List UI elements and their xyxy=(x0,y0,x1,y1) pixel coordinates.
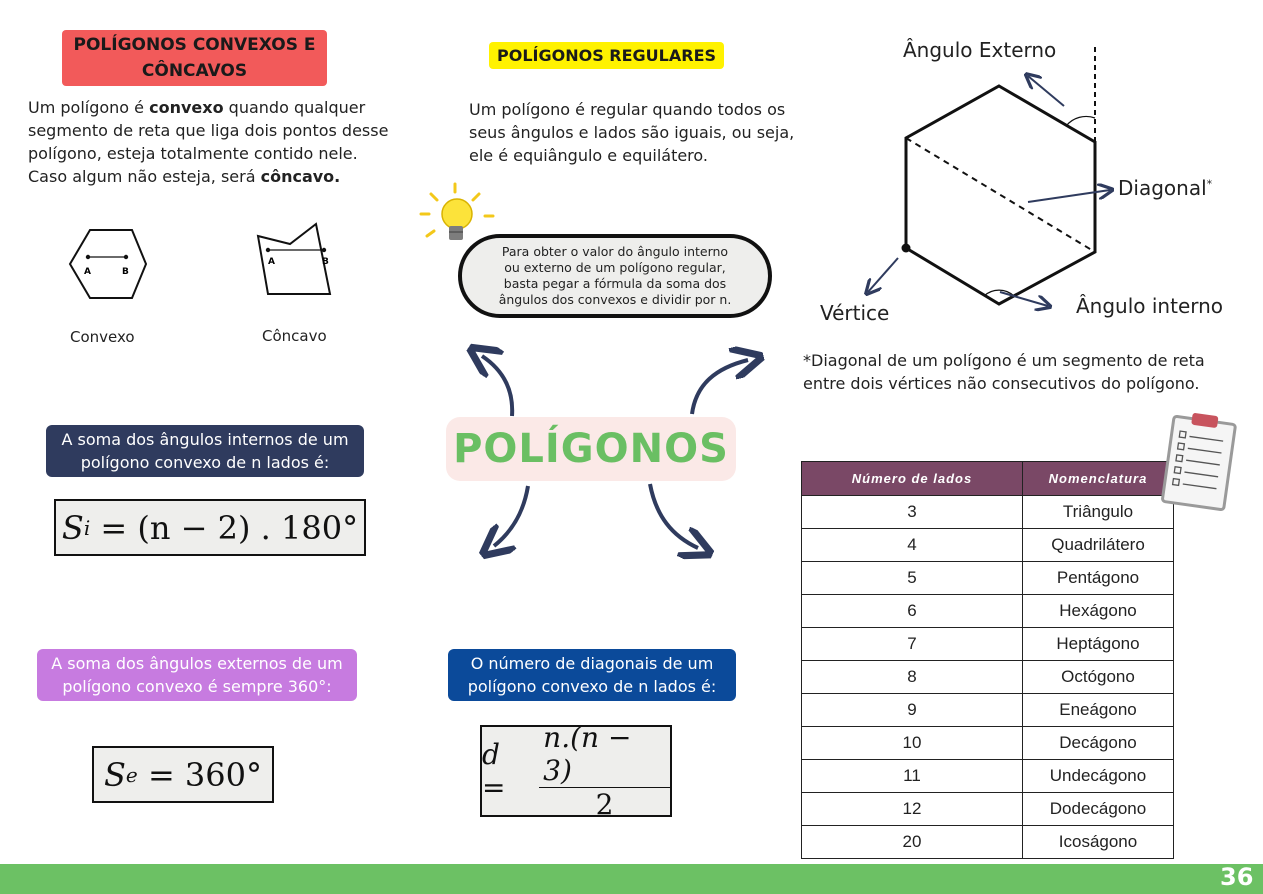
vertex-label: Vértice xyxy=(820,301,890,325)
page-number: 36 xyxy=(1220,863,1254,891)
table-row xyxy=(802,628,1174,661)
external-sum-formula: S e = 360° xyxy=(92,746,274,803)
diagonals-fraction: $\frac{n.(n - 3)}{2}$ xyxy=(539,721,670,821)
internal-sum-label: A soma dos ângulos internos de um polígono convexo de n lados é: xyxy=(46,425,364,477)
curved-arrow-icon xyxy=(650,484,698,548)
regular-heading: POLÍGONOS REGULARES xyxy=(489,42,724,69)
table-row xyxy=(802,760,1174,793)
diagonals-formula: d = $\frac{n.(n - 3)}{2}$ xyxy=(480,725,672,817)
sides-cell: 5 xyxy=(802,562,1023,595)
sides-cell: 10 xyxy=(802,727,1023,760)
nomenclature-table xyxy=(801,461,1174,859)
diagonals-label: O número de diagonais de um polígono convexo de n lados é: xyxy=(448,649,736,701)
sides-cell: 11 xyxy=(802,760,1023,793)
name-cell: Octógono xyxy=(1023,661,1174,694)
convex-heading: POLÍGONOS CONVEXOS E CÔNCAVOS xyxy=(62,30,327,86)
name-cell: Triângulo xyxy=(1023,496,1174,529)
sides-cell: 7 xyxy=(802,628,1023,661)
curved-arrow-icon xyxy=(494,486,528,546)
diagonal-label: Diagonal* xyxy=(1118,176,1213,200)
concave-caption: Côncavo xyxy=(262,327,327,345)
table-row xyxy=(802,529,1174,562)
sides-cell: 9 xyxy=(802,694,1023,727)
convex-caption: Convexo xyxy=(70,328,135,346)
table-row xyxy=(802,496,1174,529)
name-cell: Quadrilátero xyxy=(1023,529,1174,562)
col-header-sides: Número de lados xyxy=(802,462,1023,496)
external-angle-label: Ângulo Externo xyxy=(903,38,1057,62)
table-header-row xyxy=(802,462,1174,496)
external-sum-label: A soma dos ângulos externos de um polígono convexo é sempre 360°: xyxy=(37,649,357,701)
regular-paragraph: Um polígono é regular quando todos os seus ângulos e lados são iguais, ou seja, ele é equiângulo e equilátero. xyxy=(469,100,795,165)
table-body xyxy=(802,496,1174,859)
name-cell: Icoságono xyxy=(1023,826,1174,859)
curved-arrow-icon xyxy=(692,360,748,414)
name-cell: Decágono xyxy=(1023,727,1174,760)
diagonal-footnote: *Diagonal de um polígono é um segmento de reta entre dois vértices não consecutivos do polígono. xyxy=(803,351,1205,393)
convex-hexagon-figure xyxy=(70,230,146,298)
convex-concave-figures xyxy=(60,222,360,322)
page-title: POLÍGONOS xyxy=(446,417,736,481)
table-row xyxy=(802,727,1174,760)
col-header-name: Nomenclatura xyxy=(1023,462,1174,496)
point-b-label: B xyxy=(122,267,129,277)
sides-cell: 6 xyxy=(802,595,1023,628)
regular-tip-bubble: Para obter o valor do ângulo interno ou externo de um polígono regular, basta pegar a fórmula da soma dos ângulos dos convexos e dividir por n. xyxy=(458,234,772,318)
table-row xyxy=(802,793,1174,826)
concave-polygon-figure xyxy=(258,224,330,294)
clipboard-icon xyxy=(1156,410,1242,514)
name-cell: Heptágono xyxy=(1023,628,1174,661)
sides-cell: 20 xyxy=(802,826,1023,859)
point-b-label: B xyxy=(322,257,329,267)
sides-cell: 12 xyxy=(802,793,1023,826)
name-cell: Hexágono xyxy=(1023,595,1174,628)
convex-paragraph: Um polígono é convexo quando qualquer segmento de reta que liga dois pontos desse polígono, esteja totalmente contido nele. Caso algum não esteja, será côncavo. xyxy=(28,98,389,186)
sides-cell: 3 xyxy=(802,496,1023,529)
name-cell: Dodecágono xyxy=(1023,793,1174,826)
point-a-label: A xyxy=(268,257,275,267)
sides-cell: 8 xyxy=(802,661,1023,694)
name-cell: Eneágono xyxy=(1023,694,1174,727)
table-row xyxy=(802,661,1174,694)
table-row xyxy=(802,826,1174,859)
footer-bar xyxy=(0,864,1263,894)
name-cell: Pentágono xyxy=(1023,562,1174,595)
point-a-label: A xyxy=(84,267,91,277)
curved-arrow-icon xyxy=(482,356,512,416)
internal-angle-label: Ângulo interno xyxy=(1076,294,1224,318)
table-row xyxy=(802,694,1174,727)
table-row xyxy=(802,595,1174,628)
internal-sum-formula: S i = (n − 2) . 180° xyxy=(54,499,366,556)
name-cell: Undecágono xyxy=(1023,760,1174,793)
table-row xyxy=(802,562,1174,595)
sides-cell: 4 xyxy=(802,529,1023,562)
